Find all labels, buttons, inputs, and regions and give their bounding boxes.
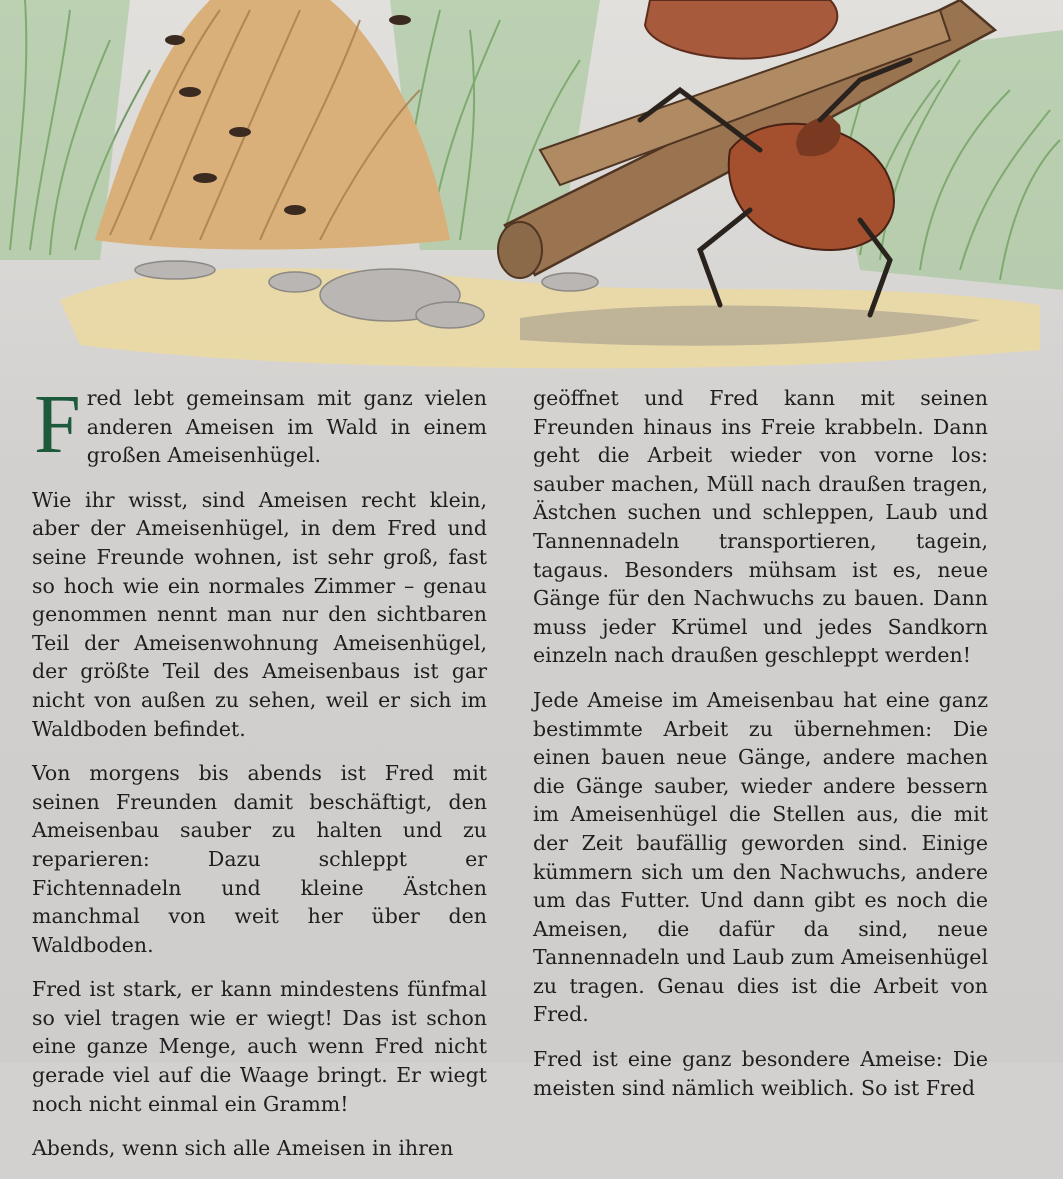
ant-illustration bbox=[0, 0, 1063, 380]
intro-paragraph bbox=[32, 384, 487, 470]
ant-abdomen bbox=[645, 0, 837, 59]
paragraph: Von morgens bis abends ist Fred mit seinen Freunden damit beschäftigt, den Ameisenbau sauber zu halten und zu reparieren: Dazu schleppt er Fichtennadeln und kleine Ästchen manchmal von weit her über den Waldboden. bbox=[32, 761, 487, 957]
left-column bbox=[32, 384, 487, 1179]
paragraph-cut-off: Fred ist eine ganz besondere Ameise: Die meisten sind nämlich weiblich. So ist Fred bbox=[533, 1047, 988, 1100]
drop-cap: F bbox=[34, 384, 81, 470]
paragraph: geöffnet und Fred kann mit seinen Freunden hinaus ins Freie krabbeln. Dann geht die Arbeit wieder von vorne los: sauber machen, Müll nach draußen tragen, Ästchen suchen und schleppen, Laub und Tannennadeln transportieren, tagein, tagaus. Besonders mühsam ist es, neue Gänge für den Nachwuchs zu bauen. Dann muss jeder Krümel und jedes Sandkorn einzeln nach draußen geschleppt werden! bbox=[533, 386, 988, 668]
paragraph: Jede Ameise im Ameisenbau hat eine ganz bestimmte Arbeit zu übernehmen: Die einen bauen neue Gänge, andere machen die Gänge sauber, wieder andere bessern im Ameisenhügel die Stellen aus, die mit der Zeit baufällig geworden sind. Einige kümmern sich um den Nachwuchs, andere um das Futter. Und dann gibt es noch die Ameisen, die dafür da sind, neue Tannennadeln und Laub zum Ameisenhügel zu tragen. Genau dies ist die Arbeit von Fred. bbox=[533, 687, 988, 1027]
paragraph: Fred ist stark, er kann mindestens fünfmal so viel tragen wie er wiegt! Das ist schon eine ganze Menge, auch wenn Fred nicht gerade viel auf die Waage bringt. Er wiegt noch nicht einmal ein Gramm! bbox=[32, 977, 487, 1116]
right-column bbox=[533, 384, 988, 1118]
paragraph: Wie ihr wisst, sind Ameisen recht klein, aber der Ameisenhügel, in dem Fred und seine Freunde wohnen, ist sehr groß, fast so hoch wie ein normales Zimmer – genau genommen nennt man nur den sichtbaren Teil der Ameisenwohnung Ameisenhügel, der größte Teil des Ameisenbaus ist gar nicht von außen zu sehen, weil er sich im Waldboden befindet. bbox=[32, 487, 487, 741]
intro-text: red lebt gemeinsam mit ganz vielen anderen Ameisen im Wald in einem großen Ameisenhügel. bbox=[86, 386, 487, 468]
paragraph-cut-off: Abends, wenn sich alle Ameisen in ihren bbox=[32, 1136, 454, 1161]
